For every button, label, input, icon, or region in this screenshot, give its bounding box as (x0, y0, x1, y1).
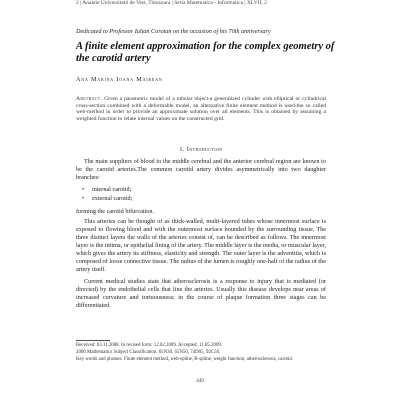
footnote-keywords: Key words and phrases. Finite element method, web-spline, B-spline, weight function, atherosclerosis, carotid. (76, 357, 293, 362)
author-name: Ana Marina Ioana Măirean (76, 76, 163, 83)
footnotes (76, 342, 328, 363)
abstract-text: Given a parametric model of a tubular object-a generalized cylinder with elliptical or cylindrical cross-section combined with a deformable model, an alternative finite element method is used-the so called web-method in order to provide an approximate solution over all elements. This is obtained by assuming a weighted function to relate internal values on the constructed grid. (76, 96, 326, 122)
paragraph-atherosclerosis: Current medical studies state that atherosclerosis is a response to injury that is mediated (or directed) by the endothelial cells that line the arteries. Usually this disease develops near areas of increased curvature and tortuousness; in the course of plaque formation three stages can be differentiated. (76, 278, 326, 310)
paragraph-bifurcation: forming the carotid bifurcation. (76, 208, 155, 215)
paragraph-intro: The main suppliers of blood to the middle cerebral and the anterior cerebral region are known to be the carotid arteries.The common carotid artery divides asymmetrically into two daughter branches: (76, 158, 326, 182)
bullet-icon: • (82, 195, 85, 202)
paper-title: A finite element approximation for the complex geometry of the carotid artery (76, 41, 335, 64)
abstract-label: Abstract. (76, 96, 103, 102)
abstract (76, 96, 326, 122)
footnote-received: Received: 03.11.2008. In revised form: 12.02.2009. Accepted: 11.05.2009. (76, 343, 223, 348)
list-item: • internal carotid; (82, 186, 132, 193)
footnote-rule (76, 340, 110, 341)
bullet-list (82, 185, 282, 203)
bullet-icon: • (82, 186, 85, 193)
dedication: Dedicated to Professor Iulian Coroian on the occasion of his 70th anniversary (76, 28, 271, 35)
list-item: • external carotid; (82, 195, 133, 202)
running-header: 2 | Analele Universitatii de Vest, Timisoara | Seria Matematica - Informatica | XLVII, 2 (76, 0, 267, 6)
section-heading: 1. Introduction (179, 146, 223, 153)
page-number: 449 (196, 379, 204, 384)
footnote-msc: 2000 Mathematics Subject Classification. 65N30, 65N50, 74D05, 92C50. (76, 350, 221, 355)
paragraph-arteries: This arteries can be thought of as thick-walled, multi-layered tubes whose innermost surface is exposed to flowing blood and with the outermost surface bounded by the surrounding tissue. The three distinct layers the walls of the arteries consist of, can be described as follows. The innermost layer is the intima, or epithelial lining of the artery. The middle layer is the media, or muscular layer, which gives the artery its stiffness, elasticity and strength. The outer layer is the adventitia, which is composed of loose connective tissue. The radius of the lumen is roughly one-half of the radius of the artery itself. (76, 218, 326, 274)
